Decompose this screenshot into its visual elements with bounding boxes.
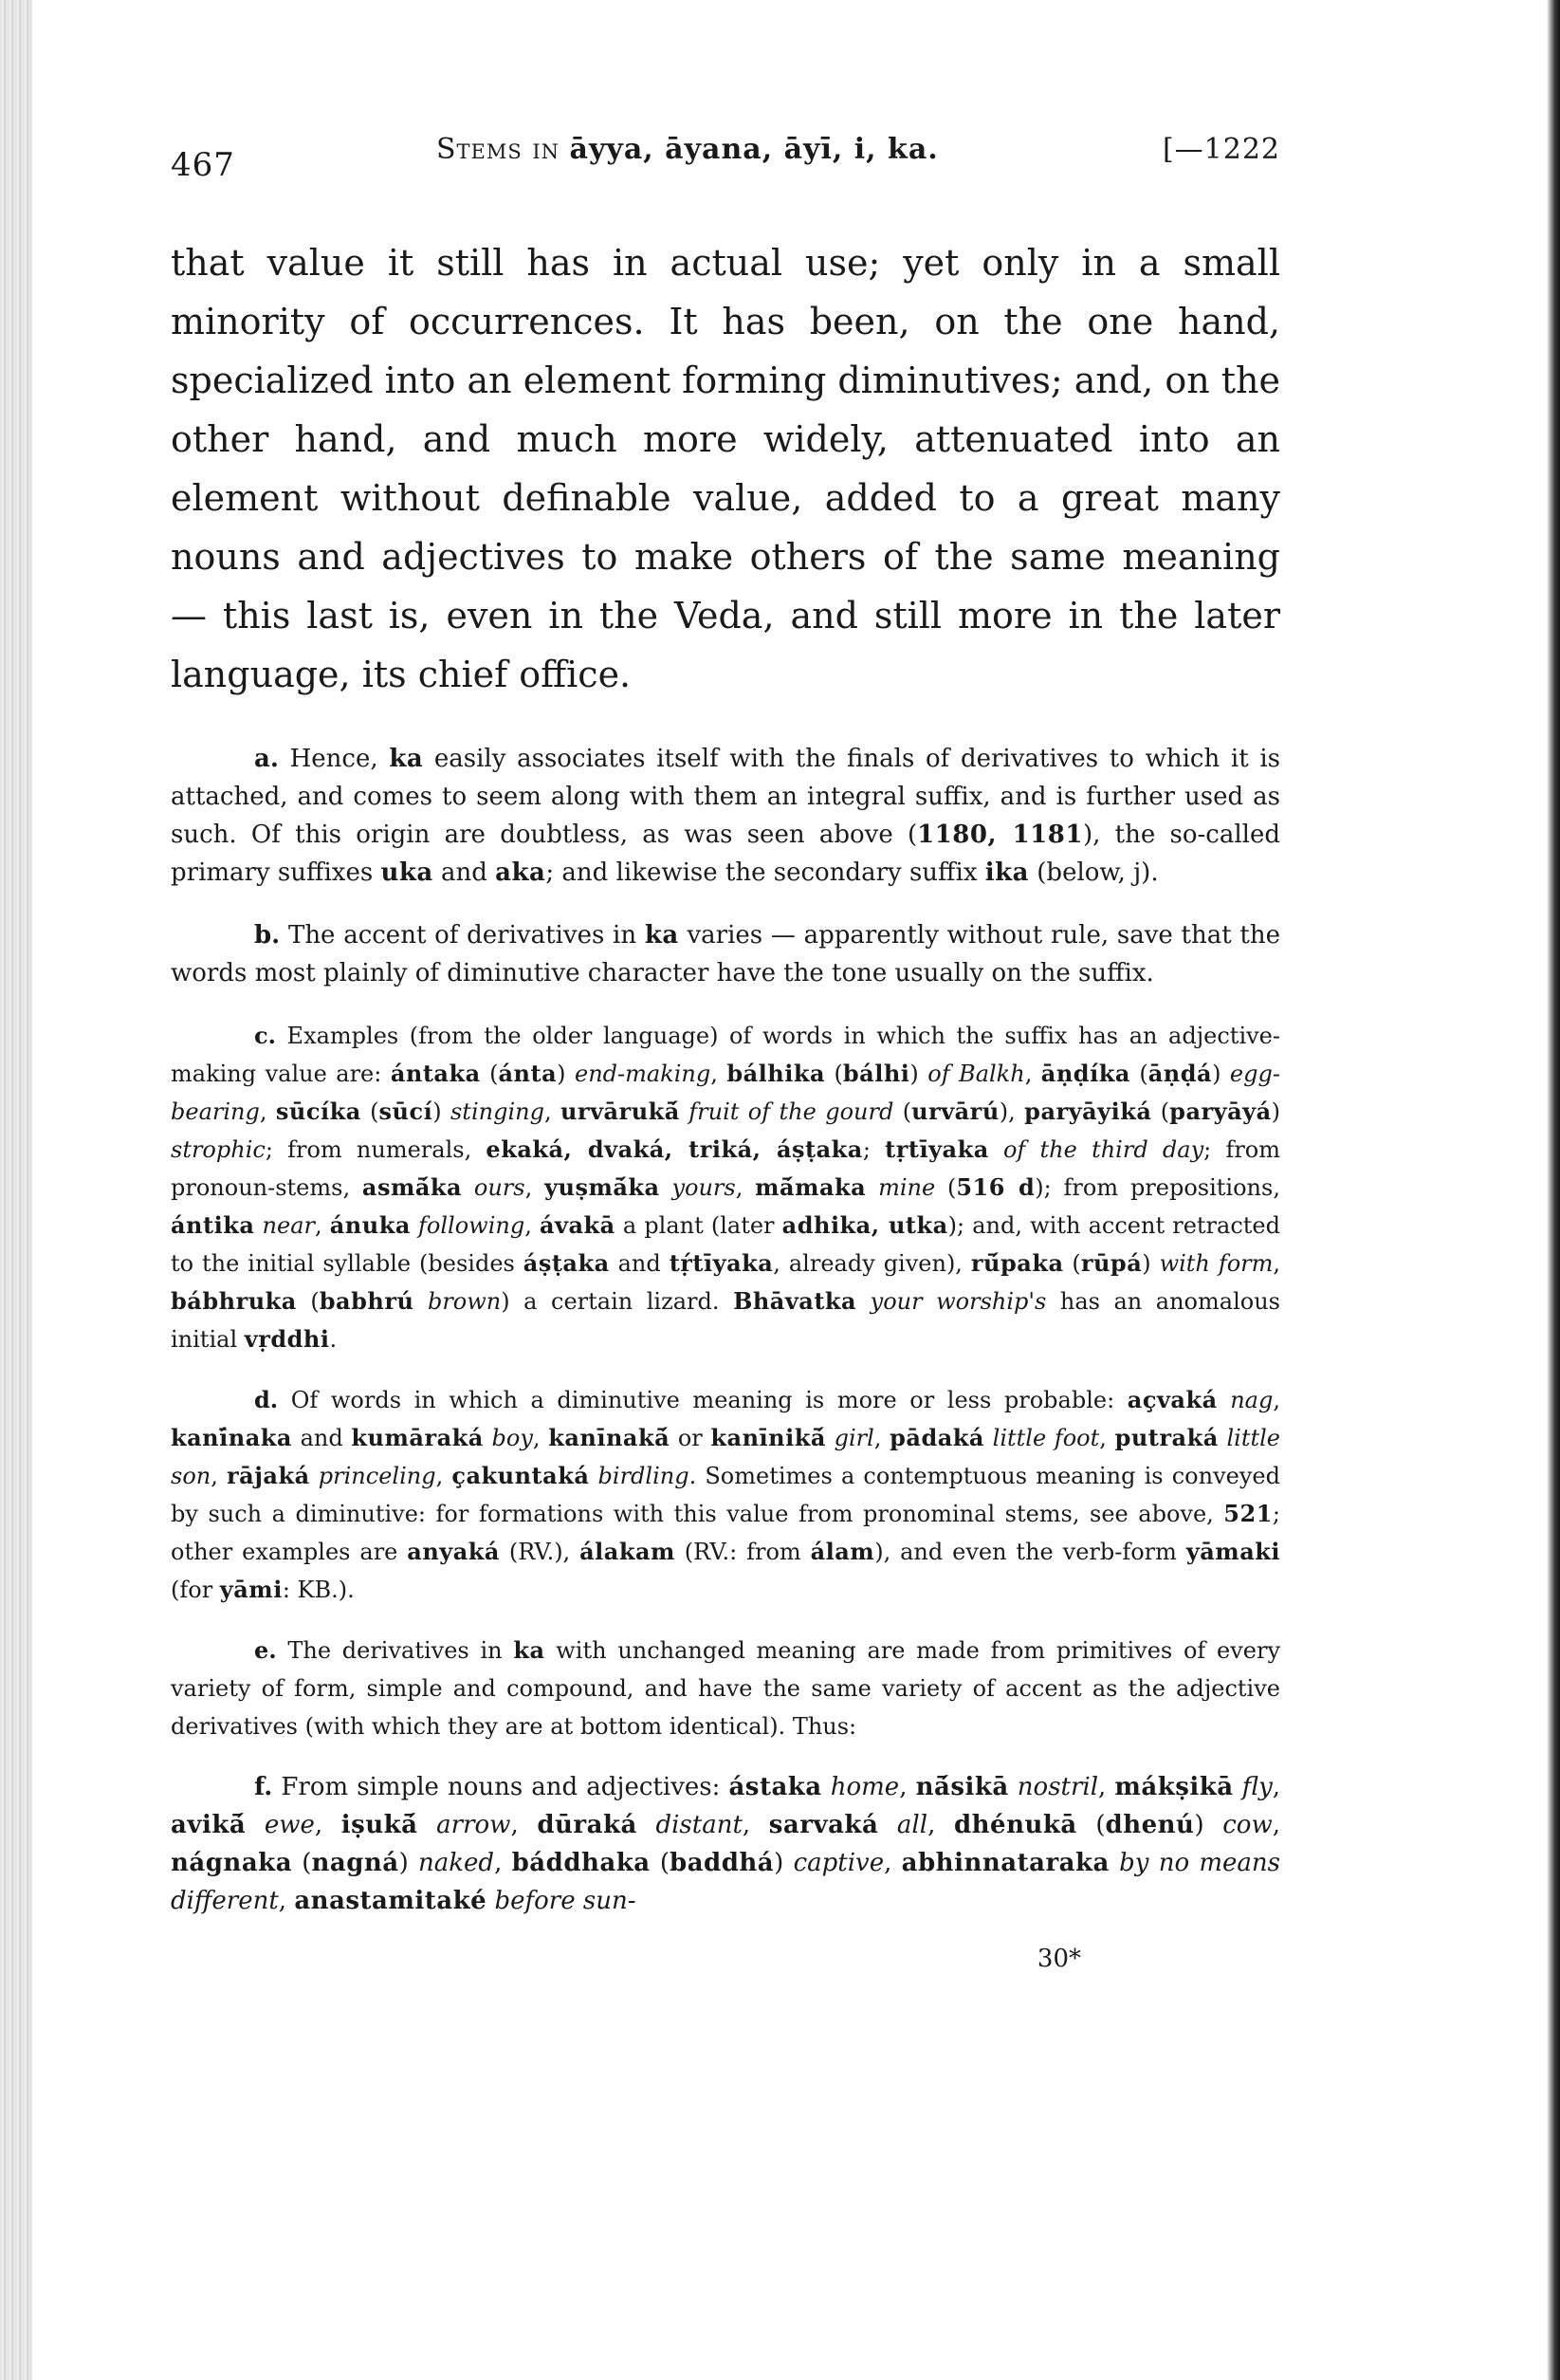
gloss: end-making bbox=[574, 1061, 711, 1087]
gloss: nag bbox=[1230, 1387, 1274, 1413]
paragraph-label: e. bbox=[254, 1636, 277, 1664]
gloss: following bbox=[418, 1212, 525, 1239]
sanskrit-term: pādaká bbox=[890, 1424, 984, 1451]
gloss: ours bbox=[473, 1174, 525, 1201]
sanskrit-term: kanīnikā́ bbox=[710, 1424, 826, 1451]
sanskrit-term: anyaká bbox=[407, 1538, 500, 1565]
gloss: by no means different bbox=[171, 1849, 1281, 1915]
sanskrit-term: dhenú bbox=[1105, 1811, 1195, 1839]
paragraph-c: c. Examples (from the older language) of words in which the suffix has an adjective-making value are: ántaka (ánta) end-making, bálhika (bálhi) of Balkh, āṇḍíka (āṇḍá) egg-bearing, sūcíka (sūcí) stinging, urvārukā́ fruit of the gourd (urvārú), paryāyiká (paryāyá) strophic; from numerals, ekaká, dvaká, triká, áṣṭaka; tṛtīyaka of the third day; from pronoun-stems, asmā́ka ours, yuṣmā́ka yours, mā́maka mine (516 d); from prepositions, ántika near, ánuka following, ávakā a plant (later adhika, utka); and, with accent retracted to the initial syllable (besides áṣṭaka and tṛ́tīyaka, already given), rū́paka (rūpá) with form, bábhruka (babhrú brown) a certain lizard. Bhāvatka your worship's has an anomalous initial vṛddhi. bbox=[171, 1022, 1281, 1353]
gloss: fly bbox=[1241, 1773, 1273, 1801]
gloss: birdling bbox=[597, 1463, 689, 1489]
sanskrit-term: sūcíka bbox=[275, 1098, 361, 1125]
sanskrit-term: uka bbox=[380, 858, 433, 887]
sanskrit-term: ka bbox=[389, 745, 424, 773]
paragraph-a: a. Hence, ka easily associates itself with the finals of derivatives to which it is attached, and comes to seem along with them an integral suffix, and is further used as such. Of this origin are doubtless, as was seen above (1180, 1181), the so-called primary suffixes uka and aka; and likewise the secondary suffix ika (below, j). bbox=[171, 745, 1280, 887]
sanskrit-term: babhrú bbox=[319, 1287, 414, 1315]
sanskrit-term: ávakā bbox=[539, 1211, 615, 1239]
gloss: your worship's bbox=[870, 1288, 1047, 1315]
gloss: naked bbox=[418, 1849, 495, 1877]
sanskrit-term: dhénukā bbox=[953, 1811, 1077, 1839]
sanskrit-term: tṛ́tīyaka bbox=[669, 1249, 774, 1277]
section-ref: 516 d bbox=[956, 1173, 1036, 1201]
gloss: near bbox=[262, 1212, 315, 1239]
paragraph-d: d. Of words in which a diminutive meaning is more or less probable: açvaká nag, kanī́naka and kumāraká boy, kanīnakā́ or kanīnikā́ girl, pādaká little foot, putraká little son, rājaká princeling, çakuntaká birdling. Sometimes a contemptuous meaning is conveyed by such a diminutive: for formations with this value from pronominal stems, see above, 521; other examples are anyaká (RV.), álakam (RV.: from álam), and even the verb-form yāmaki (for yāmi: KB.). bbox=[171, 1386, 1280, 1603]
sanskrit-term: baddhá bbox=[670, 1849, 775, 1877]
gloss: distant bbox=[655, 1811, 743, 1839]
sanskrit-term: ika bbox=[984, 858, 1030, 887]
sanskrit-term: dūraká bbox=[537, 1811, 637, 1839]
sanskrit-term: ekaká, dvaká, triká, áṣṭaka bbox=[486, 1135, 863, 1163]
lead-paragraph: that value it still has in actual use; yet only in a small minority of occurrences. It has been, on the one hand, specialized into an element forming diminutives; and, on the other hand, and much more widely, attenuated into an element without definable value, added to a great many nouns and adjectives to make others of the same meaning — this last is, even in the Veda, and still more in the later language, its chief office. bbox=[171, 242, 1280, 695]
paragraph-e: e. The derivatives in ka with unchanged meaning are made from primitives of every variety of form, simple and compound, and have the same variety of accent as the adjective derivatives (with which they are at bottom identical). Thus: bbox=[171, 1636, 1281, 1740]
sanskrit-term: kanī́naka bbox=[171, 1424, 292, 1451]
running-title bbox=[436, 133, 939, 166]
gloss: mine bbox=[878, 1174, 936, 1201]
gloss: of Balkh bbox=[927, 1061, 1025, 1087]
sanskrit-term: sarvaká bbox=[768, 1811, 879, 1839]
sanskrit-term: urvārukā́ bbox=[560, 1098, 680, 1125]
sanskrit-term: ka bbox=[644, 921, 679, 950]
sanskrit-term: yuṣmā́ka bbox=[544, 1173, 660, 1201]
gloss: all bbox=[896, 1811, 928, 1839]
running-title-stems: āyya, āyana, āyī, i, ka. bbox=[569, 133, 939, 166]
gloss: with form bbox=[1159, 1250, 1274, 1277]
sanskrit-term: putraká bbox=[1114, 1424, 1219, 1451]
sanskrit-term: açvaká bbox=[1127, 1386, 1218, 1413]
gloss: little son bbox=[171, 1425, 1280, 1489]
gloss: nostril bbox=[1017, 1773, 1099, 1801]
sanskrit-term: adhika, utka bbox=[781, 1211, 948, 1239]
sanskrit-term: abhinnataraka bbox=[901, 1849, 1110, 1877]
sanskrit-term: bábhruka bbox=[171, 1287, 297, 1315]
gloss: before sun- bbox=[494, 1887, 636, 1915]
sanskrit-term: bálhika bbox=[726, 1060, 826, 1087]
section-ref: 1180, 1181 bbox=[917, 821, 1083, 849]
running-title-prefix: Stems in bbox=[436, 133, 560, 166]
gloss: girl bbox=[834, 1425, 874, 1451]
sanskrit-term: ántika bbox=[171, 1211, 255, 1239]
sanskrit-term: tṛtīyaka bbox=[885, 1135, 989, 1163]
sanskrit-term: Bhāvatka bbox=[733, 1287, 857, 1315]
gloss: arrow bbox=[436, 1811, 511, 1839]
sanskrit-term: ánuka bbox=[329, 1211, 411, 1239]
gloss: ewe bbox=[264, 1811, 315, 1839]
gloss: little foot bbox=[992, 1425, 1100, 1451]
sanskrit-term: aka bbox=[495, 858, 546, 887]
sanskrit-term: nagná bbox=[311, 1849, 399, 1877]
paragraph-f: f. From simple nouns and adjectives: ástaka home, nā́sikā nostril, mákṣikā fly, avikā́ ewe, iṣukā́ arrow, dūraká distant, sarvaká all, dhénukā (dhenú) cow, nágnaka (nagná) naked, báddhaka (baddhá) captive, abhinnataraka by no means different, anastamitaké before sun- bbox=[171, 1773, 1281, 1915]
sanskrit-term: kanīnakā́ bbox=[548, 1424, 670, 1451]
sanskrit-term: paryāyá bbox=[1169, 1098, 1272, 1125]
sanskrit-term: asmā́ka bbox=[361, 1173, 463, 1201]
sanskrit-term: rū́paka bbox=[970, 1249, 1064, 1277]
paragraph-label: f. bbox=[254, 1773, 273, 1801]
gloss: brown bbox=[427, 1288, 502, 1315]
sanskrit-term: sūcí bbox=[378, 1098, 433, 1125]
sanskrit-term: vṛddhi bbox=[244, 1325, 330, 1353]
scan-left-edge bbox=[0, 0, 32, 2380]
page-number: 467 bbox=[171, 146, 235, 184]
sanskrit-term: álam bbox=[810, 1538, 875, 1565]
sanskrit-term: nágnaka bbox=[171, 1849, 293, 1877]
gloss: princeling bbox=[318, 1463, 436, 1489]
sanskrit-term: rūpá bbox=[1080, 1249, 1143, 1277]
sanskrit-term: paryāyiká bbox=[1024, 1098, 1152, 1125]
gloss: boy bbox=[491, 1425, 533, 1451]
gloss: fruit of the gourd bbox=[688, 1098, 894, 1125]
sanskrit-term: iṣukā́ bbox=[340, 1811, 418, 1839]
section-reference: [—1222 bbox=[1162, 133, 1280, 166]
sanskrit-term: kumāraká bbox=[351, 1424, 484, 1451]
gloss: home bbox=[830, 1773, 900, 1801]
sanskrit-term: urvārú bbox=[911, 1098, 1000, 1125]
running-header bbox=[171, 123, 1280, 184]
sanskrit-term: mákṣikā bbox=[1114, 1773, 1234, 1801]
gloss: captive bbox=[793, 1849, 885, 1877]
gloss: egg-bearing bbox=[171, 1061, 1280, 1125]
paragraph-label: c. bbox=[254, 1022, 276, 1049]
sanskrit-term: çakuntaká bbox=[451, 1462, 590, 1489]
sanskrit-term: nā́sikā bbox=[915, 1773, 1009, 1801]
gloss: yours bbox=[671, 1174, 736, 1201]
gloss: of the third day bbox=[1002, 1136, 1204, 1163]
sanskrit-term: rājaká bbox=[227, 1462, 310, 1489]
sanskrit-term: āṇḍíka bbox=[1040, 1060, 1130, 1087]
sanskrit-term: āṇḍá bbox=[1147, 1060, 1213, 1087]
paragraph-label: b. bbox=[254, 921, 281, 950]
gloss: cow bbox=[1222, 1811, 1273, 1839]
scan-right-edge bbox=[1547, 0, 1560, 2380]
paragraph-b: b. The accent of derivatives in ka varies — apparently without rule, save that the words most plainly of diminutive character have the tone usually on the suffix. bbox=[171, 921, 1280, 987]
sanskrit-term: bálhi bbox=[842, 1060, 910, 1087]
sanskrit-term: báddhaka bbox=[511, 1849, 651, 1877]
signature-mark: 30* bbox=[1037, 1945, 1081, 1973]
sanskrit-term: ántaka bbox=[390, 1060, 481, 1087]
sanskrit-term: álakam bbox=[579, 1538, 675, 1565]
gloss: strophic bbox=[171, 1136, 266, 1163]
sanskrit-term: ánta bbox=[498, 1060, 558, 1087]
sanskrit-term: ka bbox=[513, 1636, 545, 1664]
sanskrit-term: anastamitaké bbox=[294, 1887, 487, 1915]
book-page bbox=[171, 123, 1280, 1973]
gloss: stinging bbox=[450, 1098, 544, 1125]
sanskrit-term: ástaka bbox=[728, 1773, 822, 1801]
paragraph-label: a. bbox=[254, 745, 279, 773]
sanskrit-term: áṣṭaka bbox=[523, 1249, 610, 1277]
sanskrit-term: avikā́ bbox=[171, 1811, 247, 1839]
section-ref: 521 bbox=[1223, 1500, 1273, 1527]
sanskrit-term: yāmaki bbox=[1185, 1538, 1280, 1565]
sanskrit-term: mā́maka bbox=[755, 1173, 867, 1201]
paragraph-label: d. bbox=[254, 1386, 279, 1413]
sanskrit-term: yāmi bbox=[219, 1576, 283, 1603]
